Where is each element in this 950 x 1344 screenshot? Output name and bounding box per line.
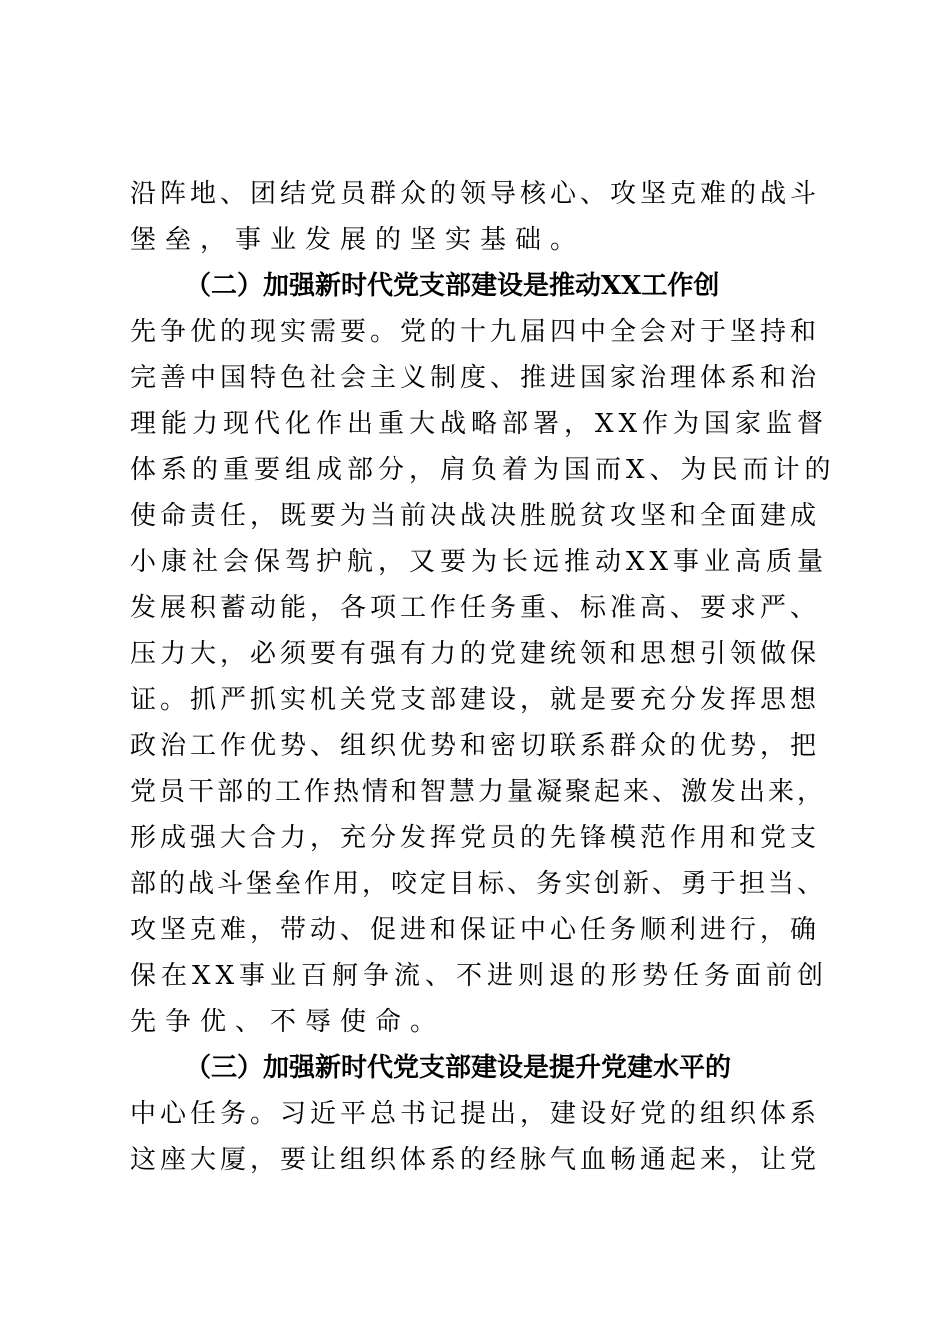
paragraph-3-line-3: 这座大厦，要让组织体系的经脉气血畅通起来，让党	[130, 1145, 821, 1175]
paragraph-2-line-5: 体系的重要组成部分，肩负着为国而X、为民而计的	[130, 455, 836, 485]
paragraph-2-line-13: 形成强大合力，充分发挥党员的先锋模范作用和党支	[130, 823, 821, 853]
paragraph-2-line-15: 攻坚克难，带动、促进和保证中心任务顺利进行，确	[130, 915, 821, 945]
paragraph-2-line-12: 党员干部的工作热情和智慧力量凝聚起来、激发出来，	[130, 777, 827, 807]
paragraph-2-line-11: 政治工作优势、组织优势和密切联系群众的优势，把	[130, 731, 821, 761]
paragraph-1-line-2: 堡垒，事业发展的坚实基础。	[130, 225, 586, 255]
paragraph-2-line-4: 理能力现代化作出重大战略部署，XX作为国家监督	[130, 409, 829, 439]
paragraph-2-line-17: 先争优、不辱使命。	[130, 1007, 446, 1037]
paragraph-2-line-2: 先争优的现实需要。党的十九届四中全会对于坚持和	[130, 317, 821, 347]
paragraph-2-line-3: 完善中国特色社会主义制度、推进国家治理体系和治	[130, 363, 821, 393]
paragraph-2-line-14: 部的战斗堡垒作用，咬定目标、务实创新、勇于担当、	[130, 869, 827, 899]
paragraph-2-heading-line-1: （二）加强新时代党支部建设是推动XX工作创	[185, 271, 720, 301]
paragraph-2-line-8: 发展积蓄动能，各项工作任务重、标准高、要求严、	[130, 593, 821, 623]
paragraph-2-line-7: 小康社会保驾护航，又要为长远推动XX事业高质量	[130, 547, 829, 577]
paragraph-2-line-6: 使命责任，既要为当前决战决胜脱贫攻坚和全面建成	[130, 501, 821, 531]
paragraph-2-line-10: 证。抓严抓实机关党支部建设，就是要充分发挥思想	[130, 685, 821, 715]
paragraph-3-line-2: 中心任务。习近平总书记提出，建设好党的组织体系	[130, 1099, 821, 1129]
paragraph-1-line-1: 沿阵地、团结党员群众的领导核心、攻坚克难的战斗	[130, 179, 821, 209]
paragraph-3-heading-line-1: （三）加强新时代党支部建设是提升党建水平的	[185, 1053, 732, 1083]
paragraph-2-line-16: 保在XX事业百舸争流、不进则退的形势任务面前创	[130, 961, 829, 991]
paragraph-2-line-9: 压力大，必须要有强有力的党建统领和思想引领做保	[130, 639, 821, 669]
